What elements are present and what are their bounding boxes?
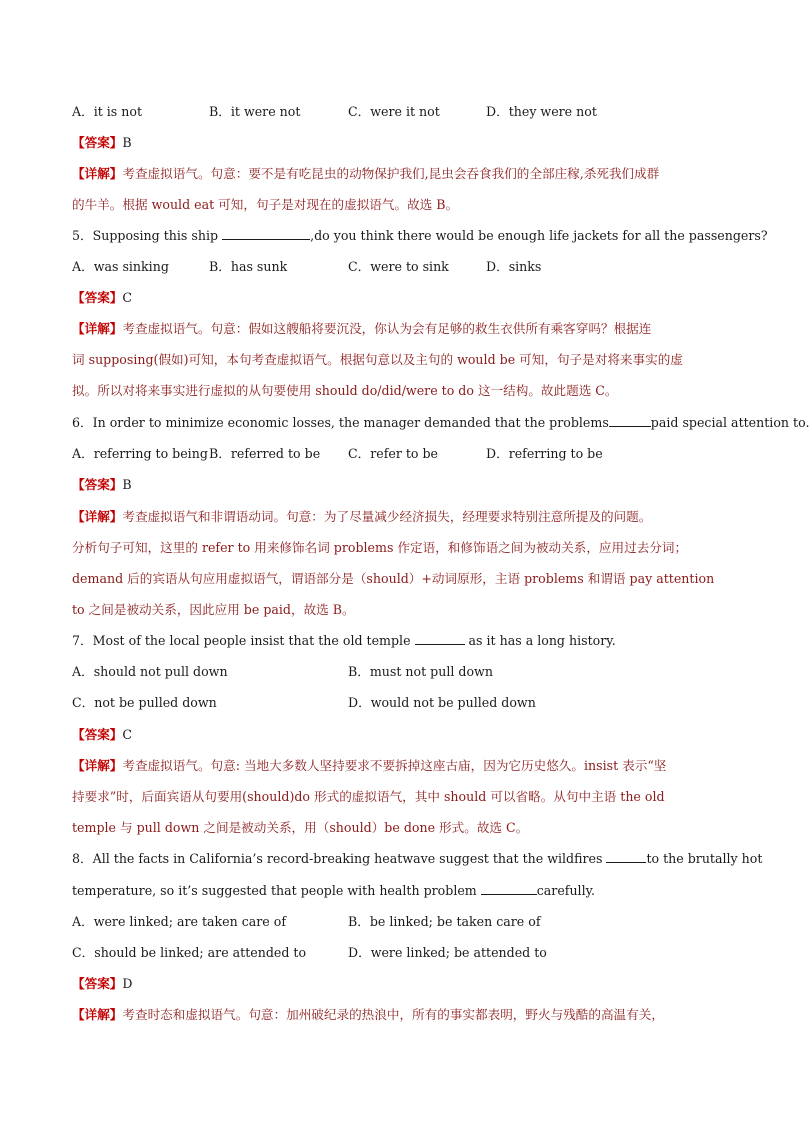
answer-label: 【答案】	[72, 135, 123, 150]
q8-options-row-1	[72, 911, 722, 933]
q8-answer: 【答案】D	[72, 976, 133, 991]
q6-detail-line-1: 【详解】考查虚拟语气和非谓语动词。句意：为了尽量减少经济损失，经理要求特别注意所提及的问题。	[72, 509, 652, 524]
q5-option-a[interactable]: A．was sinking	[72, 259, 169, 274]
q4-detail-line-1: 【详解】考查虚拟语气。句意：要不是有吃昆虫的动物保护我们,昆虫会吞食我们的全部庄稼,杀死我们成群	[72, 166, 660, 181]
q5-options	[72, 256, 722, 278]
q8-option-d[interactable]: D．were linked; be attended to	[348, 945, 547, 960]
q5-stem: 5．Supposing this ship ,do you think there would be enough life jackets for all the passengers?	[72, 225, 722, 247]
q4-option-c[interactable]: C．were it not	[348, 104, 440, 119]
q7-detail-line-2: 持要求”时，后面宾语从句要用(should)do 形式的虚拟语气，其中 should 可以省略。从句中主语 the old	[72, 789, 665, 804]
q7-stem: 7．Most of the local people insist that the old temple as it has a long history.	[72, 630, 722, 652]
q6-option-c[interactable]: C．refer to be	[348, 446, 439, 461]
q5-option-b[interactable]: B．has sunk	[209, 259, 288, 274]
q7-options-row-2	[72, 692, 722, 714]
q6-blank	[609, 412, 651, 427]
q7-option-a[interactable]: A．should not pull down	[72, 664, 228, 679]
q6-detail-line-3: demand 后的宾语从句应用虚拟语气，谓语部分是（should）+动词原形，主语 problems 和谓语 pay attention	[72, 571, 715, 586]
q6-option-a[interactable]: A．referring to being	[72, 446, 208, 461]
q8-detail-line-1: 【详解】考查时态和虚拟语气。句意：加州破纪录的热浪中，所有的事实都表明，野火与残酷的高温有关，	[72, 1007, 664, 1022]
q5-option-d[interactable]: D．sinks	[486, 259, 542, 274]
q8-blank-1	[606, 848, 646, 863]
q8-option-a[interactable]: A．were linked; are taken care of	[72, 914, 286, 929]
q8-options-row-2	[72, 942, 722, 964]
q7-option-b[interactable]: B．must not pull down	[348, 664, 493, 679]
q7-detail-line-1: 【详解】考查虚拟语气。句意: 当地大多数人坚持要求不要拆掉这座古庙，因为它历史悠久。insist 表示“坚	[72, 758, 667, 773]
q7-options-row-1	[72, 661, 722, 683]
q5-option-c[interactable]: C．were to sink	[348, 259, 449, 274]
q6-stem: 6．In order to minimize economic losses, the manager demanded that the problems paid special attention to.	[72, 412, 722, 434]
q7-option-d[interactable]: D．would not be pulled down	[348, 695, 536, 710]
q6-answer: 【答案】B	[72, 477, 132, 492]
q4-options	[72, 101, 722, 123]
q5-detail-line-3: 拟。所以对将来事实进行虚拟的从句要使用 should do/did/were to do 这一结构。故此题选 C。	[72, 383, 618, 398]
q7-answer: 【答案】C	[72, 727, 133, 742]
q4-option-b[interactable]: B．it were not	[209, 104, 301, 119]
q8-option-c[interactable]: C．should be linked; are attended to	[72, 945, 307, 960]
q8-blank-2	[481, 880, 537, 895]
q8-option-b[interactable]: B．be linked; be taken care of	[348, 914, 541, 929]
q5-blank	[222, 225, 310, 240]
q5-answer: 【答案】C	[72, 290, 133, 305]
q5-detail-line-1: 【详解】考查虚拟语气。句意：假如这艘船将要沉没，你认为会有足够的救生衣供所有乘客穿吗？根据连	[72, 321, 652, 336]
q4-option-d[interactable]: D．they were not	[486, 104, 597, 119]
q4-detail-line-2: 的牛羊。根据 would eat 可知，句子是对现在的虚拟语气。故选 B。	[72, 197, 459, 212]
q6-detail-line-2: 分析句子可知，这里的 refer to 用来修饰名词 problems 作定语，和修饰语之间为被动关系，应用过去分词；	[72, 540, 688, 555]
q6-detail-line-4: to 之间是被动关系，因此应用 be paid，故选 B。	[72, 602, 355, 617]
q8-stem-line-1: 8．All the facts in California’s record-breaking heatwave suggest that the wildfires to the brutally hot	[72, 848, 722, 870]
q7-blank	[415, 630, 465, 645]
q4-option-a[interactable]: A．it is not	[72, 104, 143, 119]
answer-value: B	[122, 135, 132, 150]
detail-label: 【详解】	[72, 166, 123, 181]
q5-detail-line-2: 词 supposing(假如)可知，本句考查虚拟语气。根据句意以及主句的 would be 可知，句子是对将来事实的虚	[72, 352, 683, 367]
q7-option-c[interactable]: C．not be pulled down	[72, 695, 217, 710]
q7-detail-line-3: temple 与 pull down 之间是被动关系，用（should）be done 形式。故选 C。	[72, 820, 529, 835]
q6-option-b[interactable]: B．referred to be	[209, 446, 321, 461]
q6-option-d[interactable]: D．referring to be	[486, 446, 603, 461]
q8-stem-line-2: temperature, so it’s suggested that people with health problem carefully.	[72, 880, 722, 902]
q6-options	[72, 443, 722, 465]
q4-answer	[72, 132, 722, 154]
